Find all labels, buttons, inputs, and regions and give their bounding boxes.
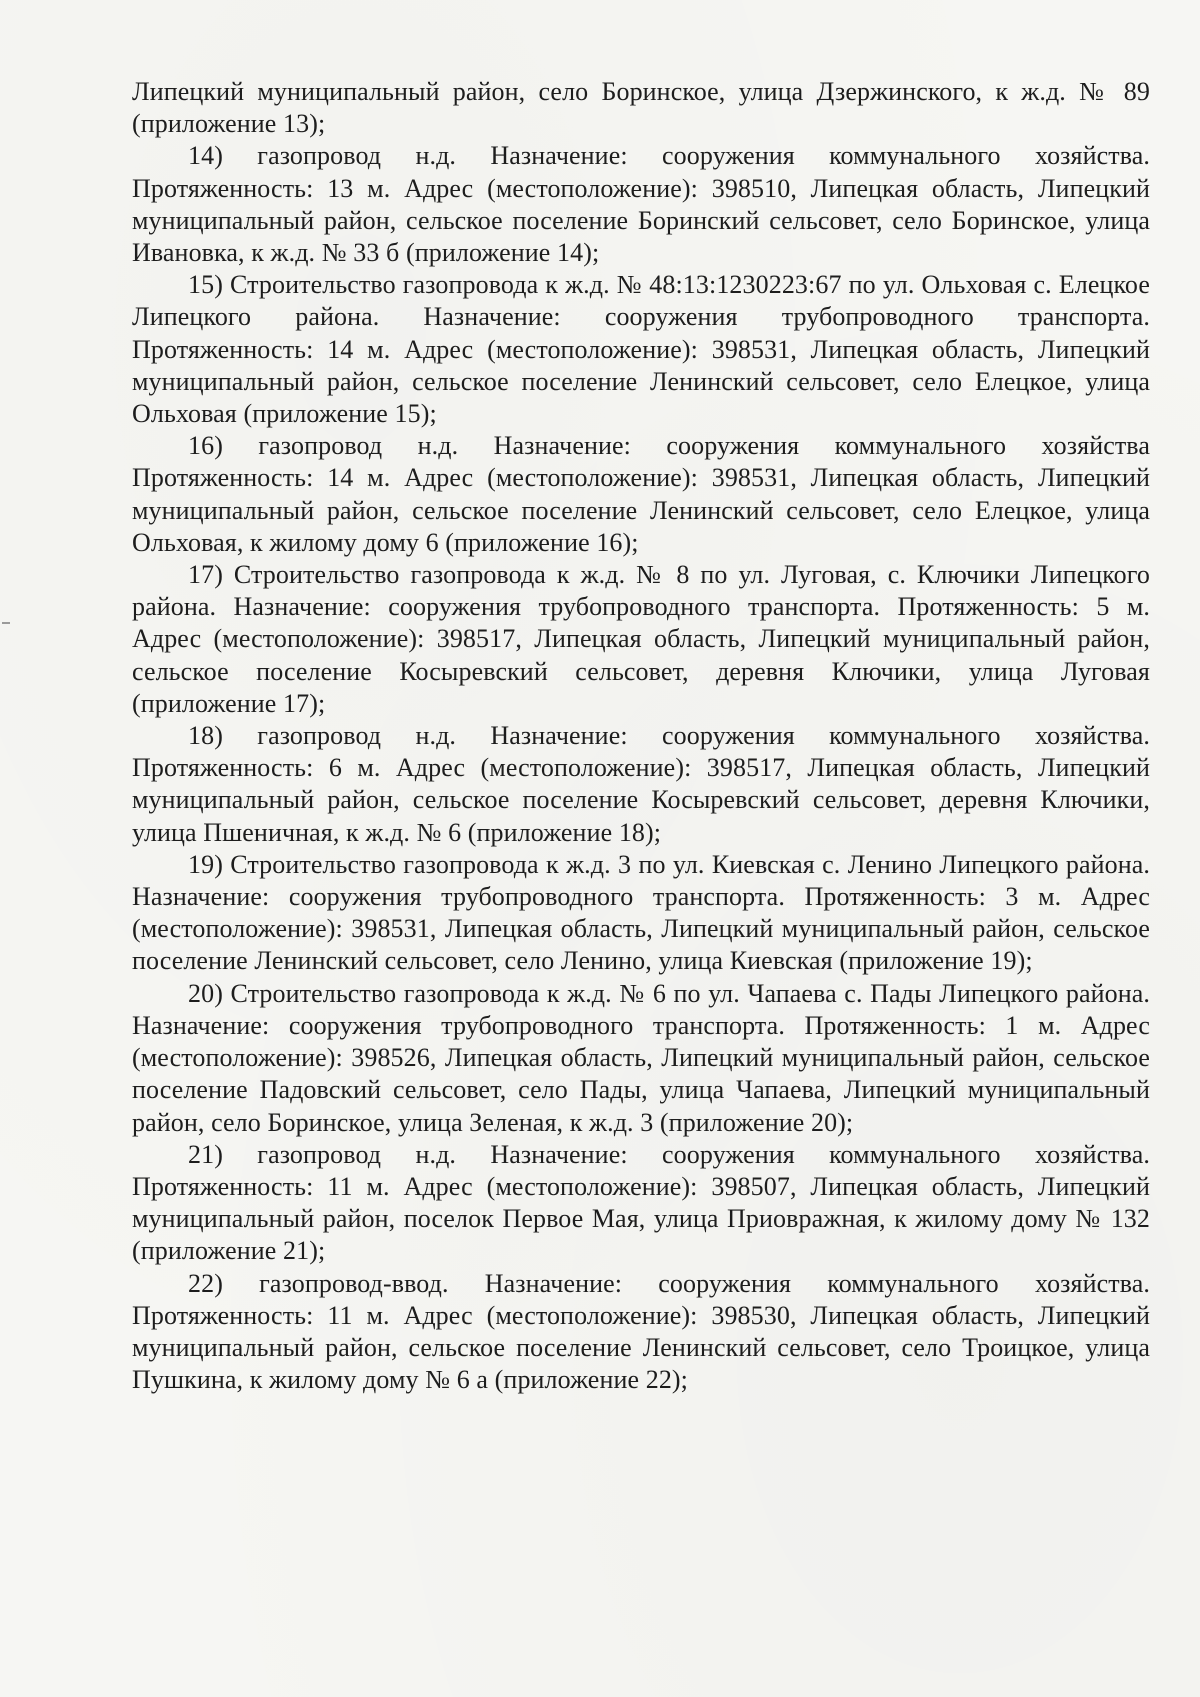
paragraph-continuation: Липецкий муниципальный район, село Боринское, улица Дзержинского, к ж.д. № 89 (приложение 13);	[132, 77, 1150, 139]
paragraph-item-17: 17) Строительство газопровода к ж.д. № 8 по ул. Луговая, с. Ключики Липецкого района. Назначение: сооружения трубопроводного транспорта. Протяженность: 5 м. Адрес (местоположение): 398517, Липецкая область, Липецкий муниципальный район, сельское поселение Косыревский сельсовет, деревня Ключики, улица Луговая (приложение 17);	[132, 560, 1150, 718]
document-body	[132, 76, 1150, 1396]
paragraph-item-21: 21) газопровод н.д. Назначение: сооружения коммунального хозяйства. Протяженность: 11 м. Адрес (местоположение): 398507, Липецкая область, Липецкий муниципальный район, поселок Первое Мая, улица Приовражная, к жилому дому № 132 (приложение 21);	[132, 1139, 1150, 1266]
paragraph-item-18: 18) газопровод н.д. Назначение: сооружения коммунального хозяйства. Протяженность: 6 м. Адрес (местоположение): 398517, Липецкая область, Липецкий муниципальный район, сельское поселение Косыревский сельсовет, деревня Ключики, улица Пшеничная, к ж.д. № 6 (приложение 18);	[132, 721, 1150, 847]
paragraph-item-15: 15) Строительство газопровода к ж.д. № 48:13:1230223:67 по ул. Ольховая с. Елецкое Липецкого района. Назначение: сооружения трубопроводного транспорта. Протяженность: 14 м. Адрес (местоположение): 398531, Липецкая область, Липецкий муниципальный район, сельское поселение Ленинский сельсовет, село Елецкое, улица Ольховая (приложение 15);	[132, 270, 1150, 429]
paragraph-item-19: 19) Строительство газопровода к ж.д. 3 по ул. Киевская с. Ленино Липецкого района. Назначение: сооружения трубопроводного транспорта. Протяженность: 3 м. Адрес (местоположение): 398531, Липецкая область, Липецкий муниципальный район, сельское поселение Ленинский сельсовет, село Ленино, улица Киевская (приложение 19);	[132, 849, 1150, 976]
paragraph-item-22: 22) газопровод-ввод. Назначение: сооружения коммунального хозяйства. Протяженность: 11 м. Адрес (местоположение): 398530, Липецкая область, Липецкий муниципальный район, сельское поселение Ленинский сельсовет, село Троицкое, улица Пушкина, к жилому дому № 6 а (приложение 22);	[132, 1268, 1150, 1395]
scan-edge-mark	[2, 622, 10, 624]
paragraph-item-14: 14) газопровод н.д. Назначение: сооружения коммунального хозяйства. Протяженность: 13 м. Адрес (местоположение): 398510, Липецкая область, Липецкий муниципальный район, сельское поселение Боринский сельсовет, село Боринское, улица Ивановка, к ж.д. № 33 б (приложение 14);	[132, 141, 1150, 268]
paragraph-item-20: 20) Строительство газопровода к ж.д. № 6 по ул. Чапаева с. Пады Липецкого района. Назначение: сооружения трубопроводного транспорта. Протяженность: 1 м. Адрес (местоположение): 398526, Липецкая область, Липецкий муниципальный район, сельское поселение Падовский сельсовет, село Пады, улица Чапаева, Липецкий муниципальный район, село Боринское, улица Зеленая, к ж.д. 3 (приложение 20);	[132, 978, 1150, 1137]
paragraph-item-16: 16) газопровод н.д. Назначение: сооружения коммунального хозяйства Протяженность: 14 м. Адрес (местоположение): 398531, Липецкая область, Липецкий муниципальный район, сельское поселение Ленинский сельсовет, село Елецкое, улица Ольховая, к жилому дому 6 (приложение 16);	[132, 431, 1150, 557]
